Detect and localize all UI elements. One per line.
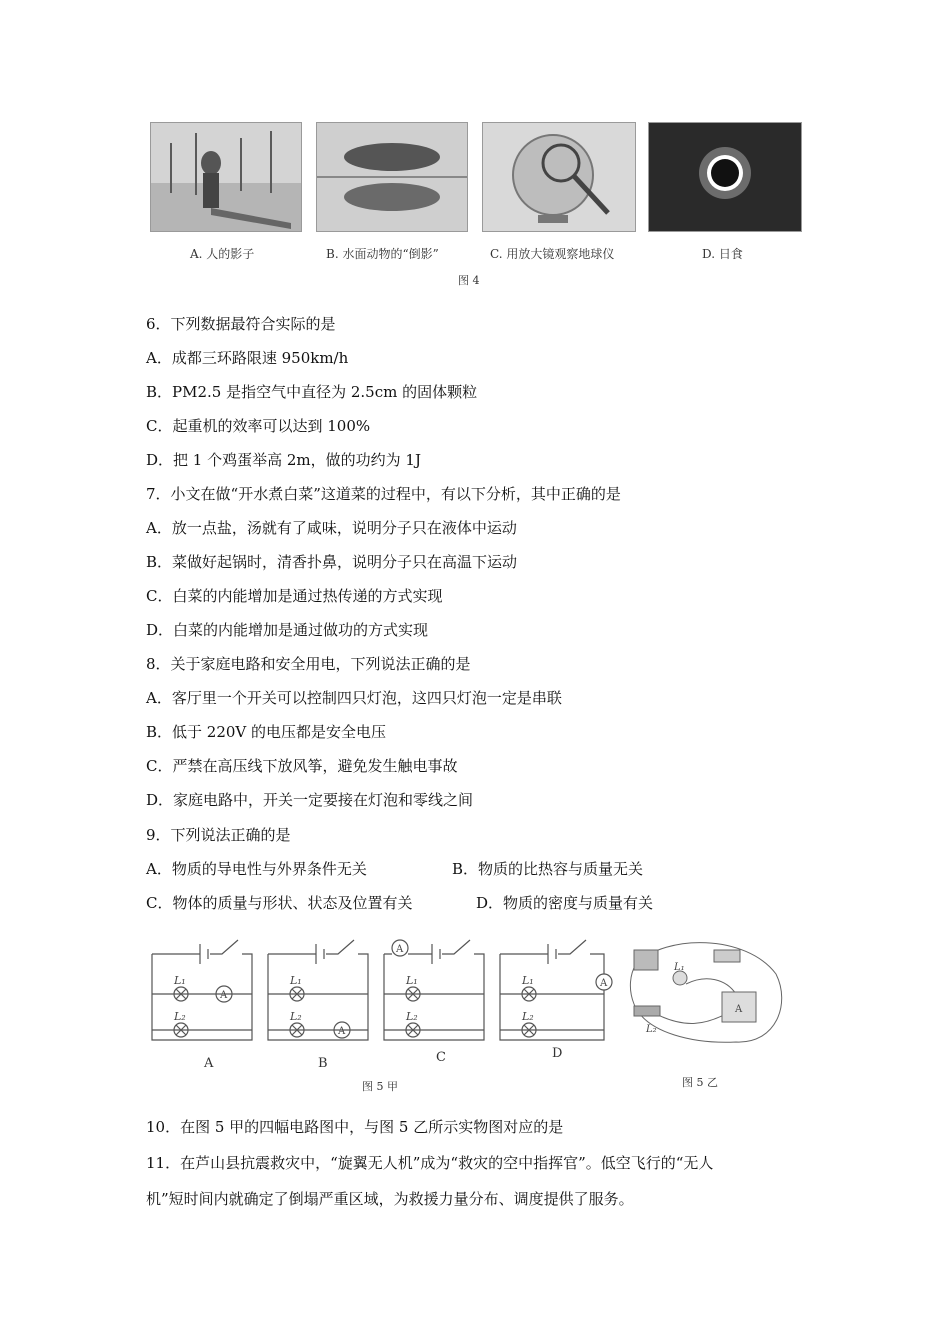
photo-magnifier (482, 122, 636, 232)
q9-option-a: A．物质的导电性与外界条件无关 (146, 860, 367, 878)
q6-stem: 6．下列数据最符合实际的是 (146, 315, 336, 333)
bulb-icon (673, 971, 687, 985)
circuit-b-lamp2-label: L₂ (290, 1010, 302, 1023)
caption-a: A. 人的影子 (190, 247, 255, 261)
q9-option-d: D．物质的密度与质量有关 (476, 894, 654, 912)
circuit-a-lamp1-label: L₁ (174, 974, 186, 987)
photo-eclipse (648, 122, 802, 232)
q7-option-a: A．放一点盐，汤就有了咸味，说明分子只在液体中运动 (146, 519, 517, 537)
caption-b: B. 水面动物的“倒影” (326, 247, 439, 261)
circuit-b-ammeter-label: A (338, 1026, 346, 1037)
circuit-d-label: D (552, 1046, 563, 1061)
q9-stem: 9．下列说法正确的是 (146, 826, 291, 844)
circuit-b-label: B (318, 1056, 328, 1071)
circuit-b (262, 926, 374, 1056)
figure-5 (146, 926, 806, 1098)
circuit-a-lamp2-label: L₂ (174, 1010, 186, 1023)
q7-stem: 7．小文在做“开水煮白菜”这道菜的过程中，有以下分析，其中正确的是 (146, 485, 621, 503)
q7-option-c: C．白菜的内能增加是通过热传递的方式实现 (146, 587, 443, 605)
circuit-d-ammeter-label: A (600, 978, 608, 989)
circuit-a-label: A (204, 1056, 214, 1071)
photo-ammeter-label: A (735, 1004, 743, 1015)
shadow-scene-image (151, 123, 301, 231)
q6-option-d: D．把 1 个鸡蛋举高 2m，做的功约为 1J (146, 451, 421, 469)
circuit-b-lamp1-label: L₁ (290, 974, 302, 987)
circuit-a (146, 926, 258, 1056)
caption-c: C. 用放大镜观察地球仪 (490, 247, 615, 261)
caption-d: D. 日食 (702, 247, 743, 261)
q9-option-c: C．物体的质量与形状、状态及位置有关 (146, 894, 413, 912)
q8-option-b: B．低于 220V 的电压都是安全电压 (146, 723, 387, 741)
q8-stem: 8．关于家庭电路和安全用电，下列说法正确的是 (146, 655, 471, 673)
circuit-c (378, 926, 490, 1056)
q6-option-b: B．PM2.5 是指空气中直径为 2.5cm 的固体颗粒 (146, 383, 478, 401)
q8-option-c: C．严禁在高压线下放风筝，避免发生触电事故 (146, 757, 458, 775)
q7-option-b: B．菜做好起锅时，清香扑鼻，说明分子只在高温下运动 (146, 553, 518, 571)
photo-shadow (150, 122, 302, 232)
q9-option-b: B．物质的比热容与质量无关 (452, 860, 644, 878)
q7-option-d: D．白菜的内能增加是通过做功的方式实现 (146, 621, 429, 639)
q11-line-1: 11．在芦山县抗震救灾中，“旋翼无人机”成为“救灾的空中指挥官”。低空飞行的“无人 (146, 1154, 714, 1172)
q11-line-2: 机”短时间内就确定了倒塌严重区域，为救援力量分布、调度提供了服务。 (146, 1190, 634, 1208)
q8-option-a: A．客厅里一个开关可以控制四只灯泡，这四只灯泡一定是串联 (146, 689, 562, 707)
figure-5-yi-label: 图 5 乙 (682, 1076, 718, 1089)
figure-5-jia-label: 图 5 甲 (362, 1080, 398, 1093)
q8-option-d: D．家庭电路中，开关一定要接在灯泡和零线之间 (146, 791, 474, 809)
q10-stem: 10．在图 5 甲的四幅电路图中，与图 5 乙所示实物图对应的是 (146, 1118, 564, 1136)
physical-circuit-image (626, 934, 788, 1054)
circuit-c-lamp2-label: L₂ (406, 1010, 418, 1023)
circuit-d (494, 926, 614, 1056)
circuit-c-ammeter-label: A (396, 944, 404, 955)
figure-4-label: 图 4 (458, 274, 480, 287)
circuit-c-label: C (436, 1050, 446, 1065)
reflection-scene-image (317, 123, 467, 231)
magnifier-globe-image (483, 123, 635, 231)
bulb-holder-icon (634, 1006, 660, 1016)
circuit-d-lamp2-label: L₂ (522, 1010, 534, 1023)
battery-icon (634, 950, 658, 970)
q6-option-a: A．成都三环路限速 950km/h (146, 349, 349, 367)
solar-eclipse-image (649, 123, 801, 231)
circuit-c-lamp1-label: L₁ (406, 974, 418, 987)
photo-lamp1-label: L₁ (674, 962, 685, 973)
switch-icon (714, 950, 740, 962)
circuit-d-lamp1-label: L₁ (522, 974, 534, 987)
photo-reflection (316, 122, 468, 232)
figure-4 (146, 122, 806, 292)
photo-lamp2-label: L₂ (646, 1024, 657, 1035)
q6-option-c: C．起重机的效率可以达到 100% (146, 417, 371, 435)
circuit-a-ammeter-label: A (220, 990, 228, 1001)
